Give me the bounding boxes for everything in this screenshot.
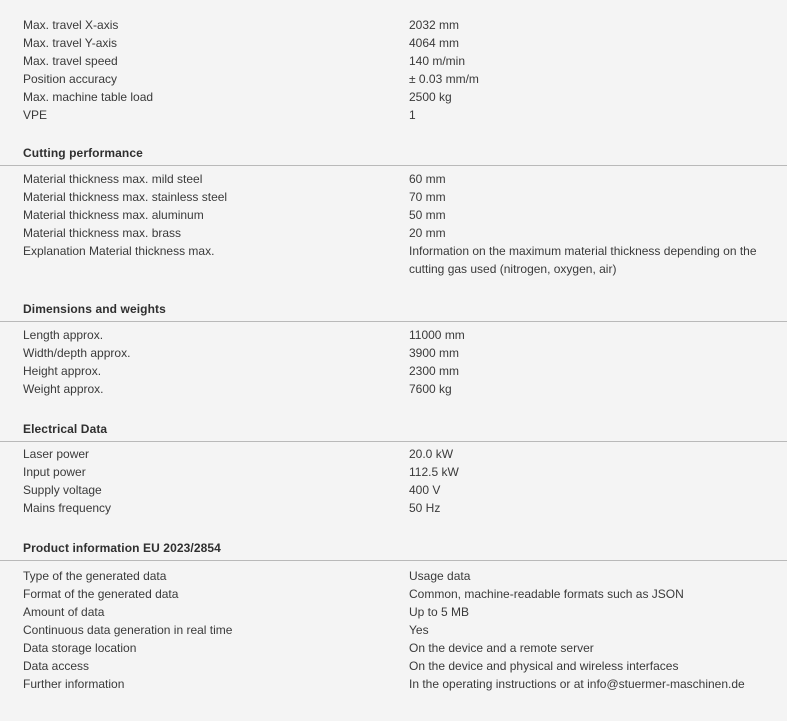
spec-label: VPE [23,108,48,122]
section-title: Dimensions and weights [23,302,166,316]
spec-rows [0,16,787,124]
spec-row [0,88,787,106]
spec-label: Explanation Material thickness max. [23,244,215,258]
spec-label: Length approx. [23,328,104,342]
spec-value: On the device and physical and wireless interfaces [409,659,679,673]
section-title: Electrical Data [23,422,108,436]
spec-row [0,675,787,693]
spec-row [0,380,787,398]
spec-value: 2500 kg [409,90,452,104]
section-electrical-data [0,421,787,517]
spec-label: Continuous data generation in real time [23,623,233,637]
spec-row [0,326,787,344]
spec-row [0,639,787,657]
spec-row [0,499,787,517]
spec-value: 50 mm [409,208,446,222]
spec-value: 2300 mm [409,364,460,378]
spec-value: 3900 mm [409,346,460,360]
spec-rows [0,326,787,398]
section-heading [0,421,787,442]
spec-value: Yes [409,623,429,637]
spec-label: Mains frequency [23,501,112,515]
section-heading [0,145,787,166]
spec-label: Supply voltage [23,483,102,497]
spec-row [0,362,787,380]
spec-row [0,481,787,499]
spec-value: 4064 mm [409,36,460,50]
spec-label: Height approx. [23,364,102,378]
spec-value: 20 mm [409,226,446,240]
section-dimensions-weights [0,301,787,398]
spec-label: Material thickness max. mild steel [23,172,203,186]
spec-value: 400 V [409,483,441,497]
spec-row [0,585,787,603]
spec-rows [0,567,787,693]
spec-value: 70 mm [409,190,446,204]
spec-row [0,188,787,206]
spec-label: Width/depth approx. [23,346,131,360]
spec-value: 11000 mm [409,328,465,342]
spec-label: Further information [23,677,125,691]
spec-label: Weight approx. [23,382,104,396]
spec-value: 60 mm [409,172,446,186]
spec-value: 7600 kg [409,382,452,396]
spec-row [0,106,787,124]
spec-row [0,224,787,242]
spec-row [0,463,787,481]
spec-label: Input power [23,465,86,479]
spec-row [0,657,787,675]
spec-value[interactable]: In the operating instructions or at info@stuermer-maschinen.de [409,677,745,691]
section-cutting-performance [0,145,787,278]
spec-value: ± 0.03 mm/m [409,72,479,86]
spec-row [0,52,787,70]
spec-row [0,603,787,621]
spec-value: 20.0 kW [409,447,454,461]
spec-row [0,34,787,52]
spec-value: 50 Hz [409,501,441,515]
spec-row [0,344,787,362]
spec-value: Usage data [409,569,471,583]
spec-value: Information on the maximum material thickness depending on the cutting gas used (nitrogen, oxygen, air) [409,244,757,276]
spec-value: Up to 5 MB [409,605,470,619]
spec-label: Max. machine table load [23,90,154,104]
section-product-information [0,540,787,693]
section-title: Product information EU 2023/2854 [23,541,221,555]
section-general [0,16,787,124]
spec-label: Position accuracy [23,72,118,86]
spec-label: Type of the generated data [23,569,167,583]
spec-label: Max. travel X-axis [23,18,119,32]
spec-value: 2032 mm [409,18,460,32]
spec-label: Format of the generated data [23,587,179,601]
spec-rows [0,170,787,278]
spec-label: Max. travel Y-axis [23,36,118,50]
spec-label: Data access [23,659,90,673]
spec-row [0,242,787,278]
spec-label: Max. travel speed [23,54,118,68]
spec-label: Material thickness max. brass [23,226,182,240]
spec-row [0,445,787,463]
section-heading [0,540,787,561]
spec-rows [0,445,787,517]
spec-label: Data storage location [23,641,137,655]
section-title: Cutting performance [23,146,143,160]
spec-value: 140 m/min [409,54,466,68]
spec-row [0,621,787,639]
spec-row [0,206,787,224]
spec-label: Material thickness max. stainless steel [23,190,228,204]
spec-row [0,70,787,88]
spec-label: Material thickness max. aluminum [23,208,204,222]
spec-value: 1 [409,108,416,122]
spec-row [0,567,787,585]
spec-label: Laser power [23,447,90,461]
section-heading [0,301,787,322]
spec-label: Amount of data [23,605,105,619]
spec-value: Common, machine-readable formats such as JSON [409,587,684,601]
spec-row [0,170,787,188]
spec-value: 112.5 kW [409,465,459,479]
spec-value: On the device and a remote server [409,641,594,655]
spec-row [0,16,787,34]
